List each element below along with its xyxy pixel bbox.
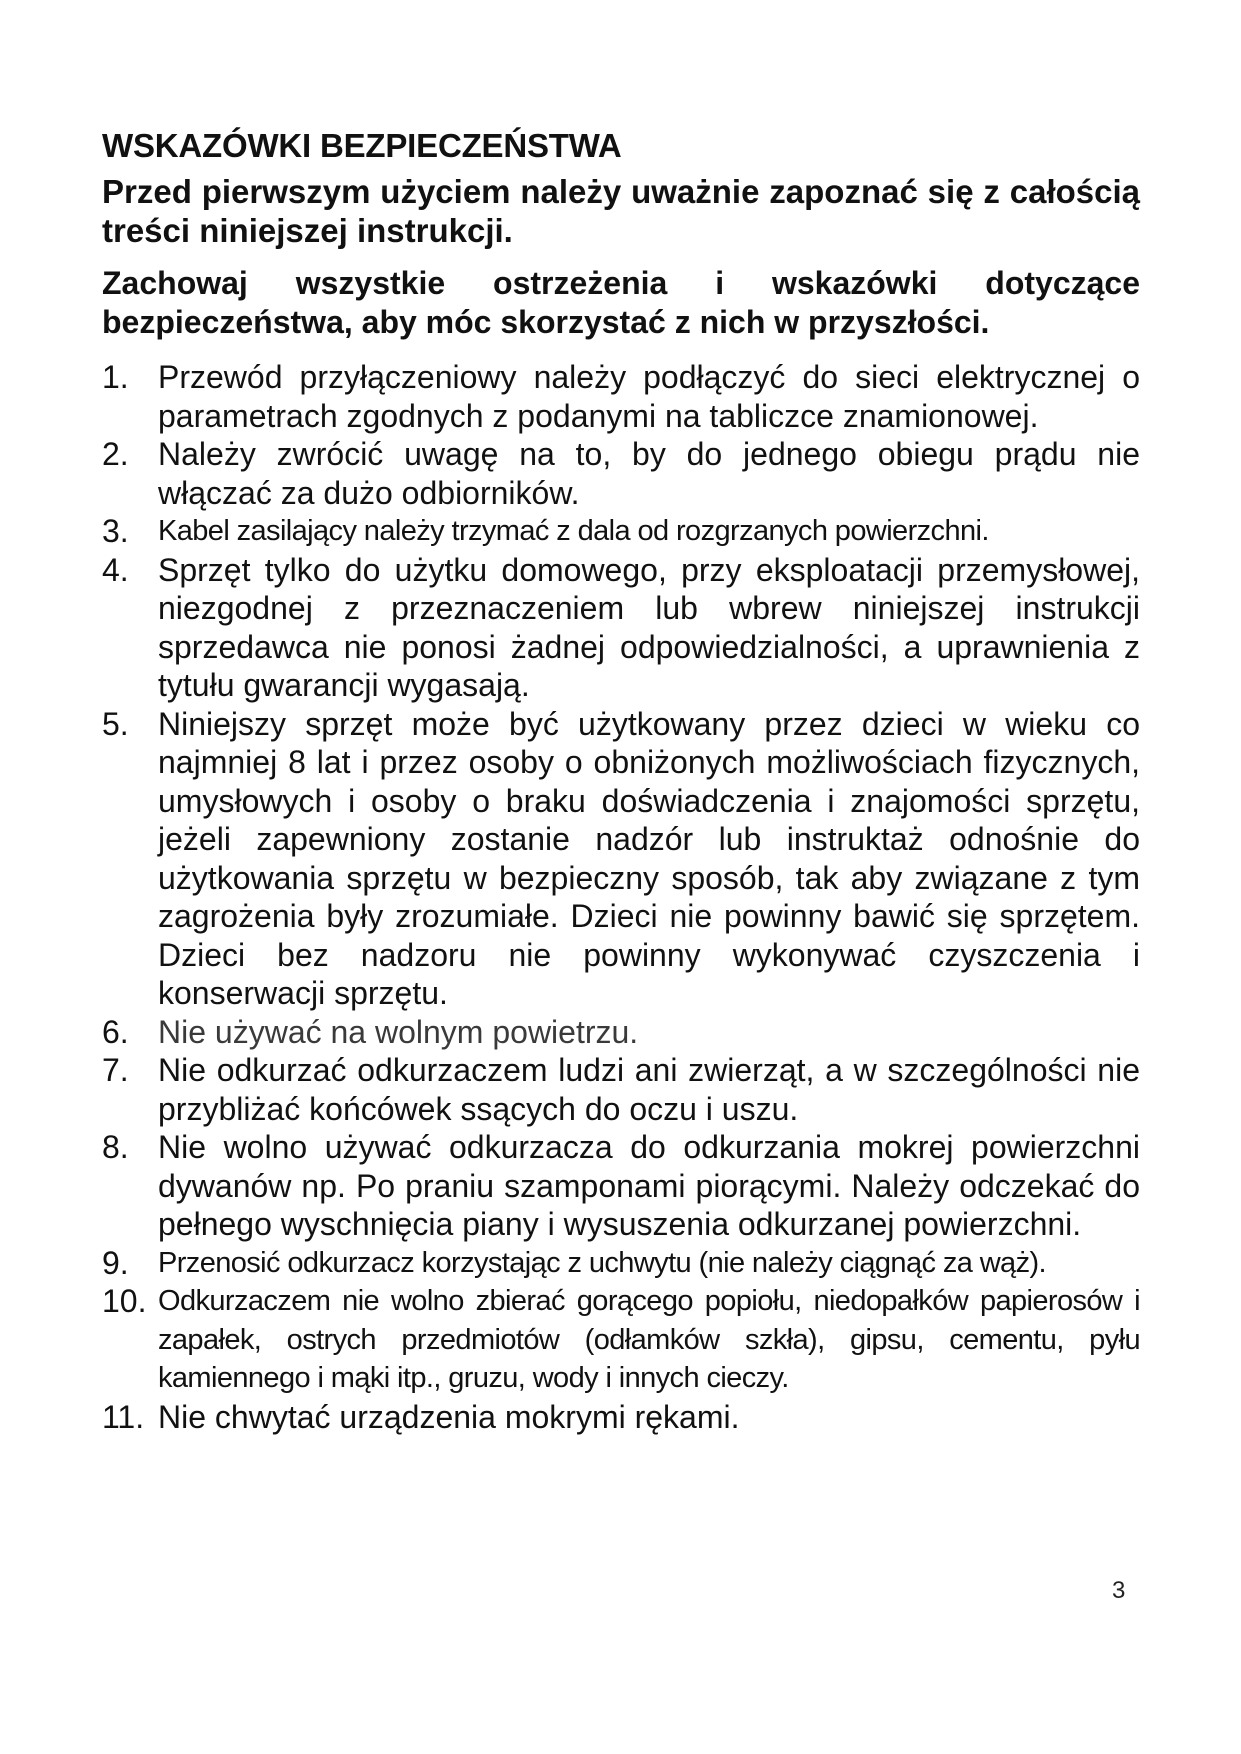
list-item (102, 1398, 1140, 1437)
section-heading: WSKAZÓWKI BEZPIECZEŃSTWA (102, 127, 622, 164)
list-item-text: Kabel zasilający należy trzymać z dala od rozgrzanych powierzchni. (158, 515, 989, 547)
list-item-text: Sprzęt tylko do użytku domowego, przy eksploatacji przemysłowej, niezgodnej z przeznaczeniem lub wbrew niniejszej instrukcji sprzedawca nie ponosi żadnej odpowiedzialności, a uprawnienia z tytułu gwarancji wygasają. (158, 551, 1140, 703)
list-item-number: 8. (102, 1129, 129, 1165)
list-item-number: 5. (102, 705, 129, 742)
list-item (102, 1128, 1140, 1244)
list-item (102, 1013, 1140, 1052)
list-item (102, 435, 1140, 512)
list-item-text: Nie chwytać urządzenia mokrymi rękami. (158, 1398, 740, 1435)
list-item-number: 2. (102, 436, 129, 472)
list-item-text: Nie używać na wolnym powietrzu. (158, 1013, 639, 1050)
list-item (102, 551, 1140, 705)
page-number: 3 (1112, 1577, 1126, 1604)
intro-paragraph-2: Zachowaj wszystkie ostrzeżenia i wskazówki dotyczące bezpieczeństwa, aby móc skorzystać z nich w przyszłości. (102, 265, 1140, 340)
list-item-text: Odkurzaczem nie wolno zbierać gorącego popiołu, niedopałków papierosów i zapałek, ostrych przedmiotów (odłamków szkła), gipsu, cementu, pyłu kamiennego i mąki itp., gruzu, wody i innych cieczy. (158, 1285, 1140, 1394)
list-item-number: 10. (102, 1283, 147, 1319)
list-item-text: Przenosić odkurzacz korzystając z uchwytu (nie należy ciągnąć za wąż). (158, 1246, 1046, 1279)
list-item-text: Nie wolno używać odkurzacza do odkurzania mokrej powierzchni dywanów np. Po praniu szamponami piorącymi. Należy odczekać do pełnego wyschnięcia piany i wysuszenia odkurzanej powierzchni. (158, 1129, 1140, 1242)
list-item (102, 705, 1140, 1013)
list-item (102, 358, 1140, 435)
list-item-text: Niniejszy sprzęt może być użytkowany przez dzieci w wieku co najmniej 8 lat i przez osoby o obniżonych możliwościach fizycznych, umysłowych i osoby o braku doświadczenia i znajomości sprzętu, jeżeli zapewniony zostanie nadzór lub instruktaż odnośnie do użytkowania sprzętu w bezpieczny sposób, tak aby związane z tym zagrożenia były zrozumiałe. Dzieci nie powinny bawić się sprzętem. Dzieci bez nadzoru nie powinny wykonywać czyszczenia i konserwacji sprzętu. (158, 705, 1140, 1011)
page-content (102, 126, 1140, 1436)
safety-instructions-list (102, 358, 1140, 1436)
list-item (102, 512, 1140, 551)
list-item-number: 11. (102, 1398, 145, 1435)
list-item-number: 3. (102, 513, 129, 549)
list-item-number: 9. (102, 1244, 129, 1281)
list-item-number: 7. (102, 1052, 129, 1088)
intro-paragraph-1: Przed pierwszym użyciem należy uważnie zapoznać się z całością treści niniejszej instrukcji. (102, 173, 1140, 249)
list-item-number: 4. (102, 551, 129, 588)
list-item (102, 1282, 1140, 1398)
list-item-number: 1. (102, 359, 129, 395)
list-item (102, 1244, 1140, 1283)
list-item-number: 6. (102, 1013, 129, 1050)
list-item-text: Należy zwrócić uwagę na to, by do jednego obiegu prądu nie włączać za dużo odbiorników. (158, 436, 1140, 511)
list-item-text: Nie odkurzać odkurzaczem ludzi ani zwierząt, a w szczególności nie przybliżać końcówek ssących do oczu i uszu. (158, 1052, 1140, 1127)
list-item (102, 1051, 1140, 1128)
list-item-text: Przewód przyłączeniowy należy podłączyć do sieci elektrycznej o parametrach zgodnych z podanymi na tabliczce znamionowej. (158, 359, 1140, 434)
